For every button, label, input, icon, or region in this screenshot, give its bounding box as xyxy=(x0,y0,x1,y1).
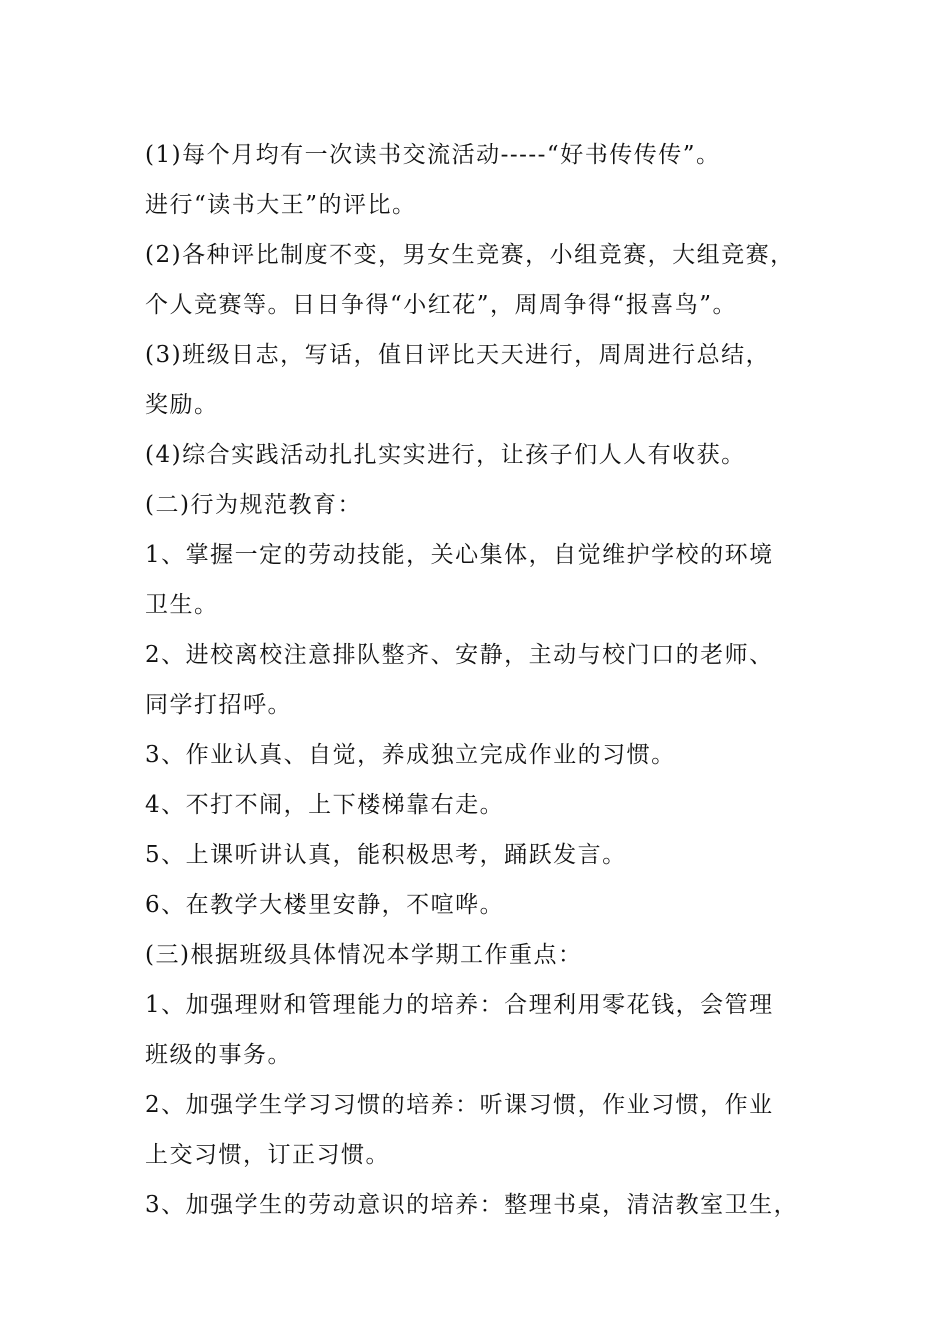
text-line: 2、加强学生学习习惯的培养：听课习惯，作业习惯，作业 xyxy=(145,1092,774,1118)
text-line: 3、加强学生的劳动意识的培养：整理书桌，清洁教室卫生， xyxy=(145,1192,799,1218)
text-line: 4、不打不闹，上下楼梯靠右走。 xyxy=(145,792,505,818)
text-line: 1、加强理财和管理能力的培养：合理利用零花钱，会管理 xyxy=(145,992,774,1018)
text-line: 3、作业认真、自觉，养成独立完成作业的习惯。 xyxy=(145,742,676,768)
text-line: 6、在教学大楼里安静，不喧哗。 xyxy=(145,892,505,918)
section-heading: (三)根据班级具体情况本学期工作重点： xyxy=(145,942,583,968)
section-heading: (二)行为规范教育： xyxy=(145,492,362,518)
text-line: 同学打招呼。 xyxy=(145,692,292,718)
text-line: (3)班级日志，写话，值日评比天天进行，周周进行总结， xyxy=(145,342,771,368)
document-body xyxy=(145,130,825,1230)
text-line: 进行“读书大王”的评比。 xyxy=(145,192,417,218)
text-line: (1)每个月均有一次读书交流活动-----“好书传传传”。 xyxy=(145,142,721,168)
text-line: 1、掌握一定的劳动技能，关心集体，自觉维护学校的环境 xyxy=(145,542,774,568)
text-line: 卫生。 xyxy=(145,592,219,618)
text-line: 奖励。 xyxy=(145,392,219,418)
text-line: 班级的事务。 xyxy=(145,1042,292,1068)
text-line: (4)综合实践活动扎扎实实进行，让孩子们人人有收获。 xyxy=(145,442,746,468)
text-line: 个人竞赛等。日日争得“小红花”，周周争得“报喜鸟”。 xyxy=(145,292,738,318)
text-line: 5、上课听讲认真，能积极思考，踊跃发言。 xyxy=(145,842,627,868)
text-line: 上交习惯，订正习惯。 xyxy=(145,1142,390,1168)
text-line: 2、进校离校注意排队整齐、安静，主动与校门口的老师、 xyxy=(145,642,774,668)
text-line: (2)各种评比制度不变，男女生竞赛，小组竞赛，大组竞赛， xyxy=(145,242,795,268)
